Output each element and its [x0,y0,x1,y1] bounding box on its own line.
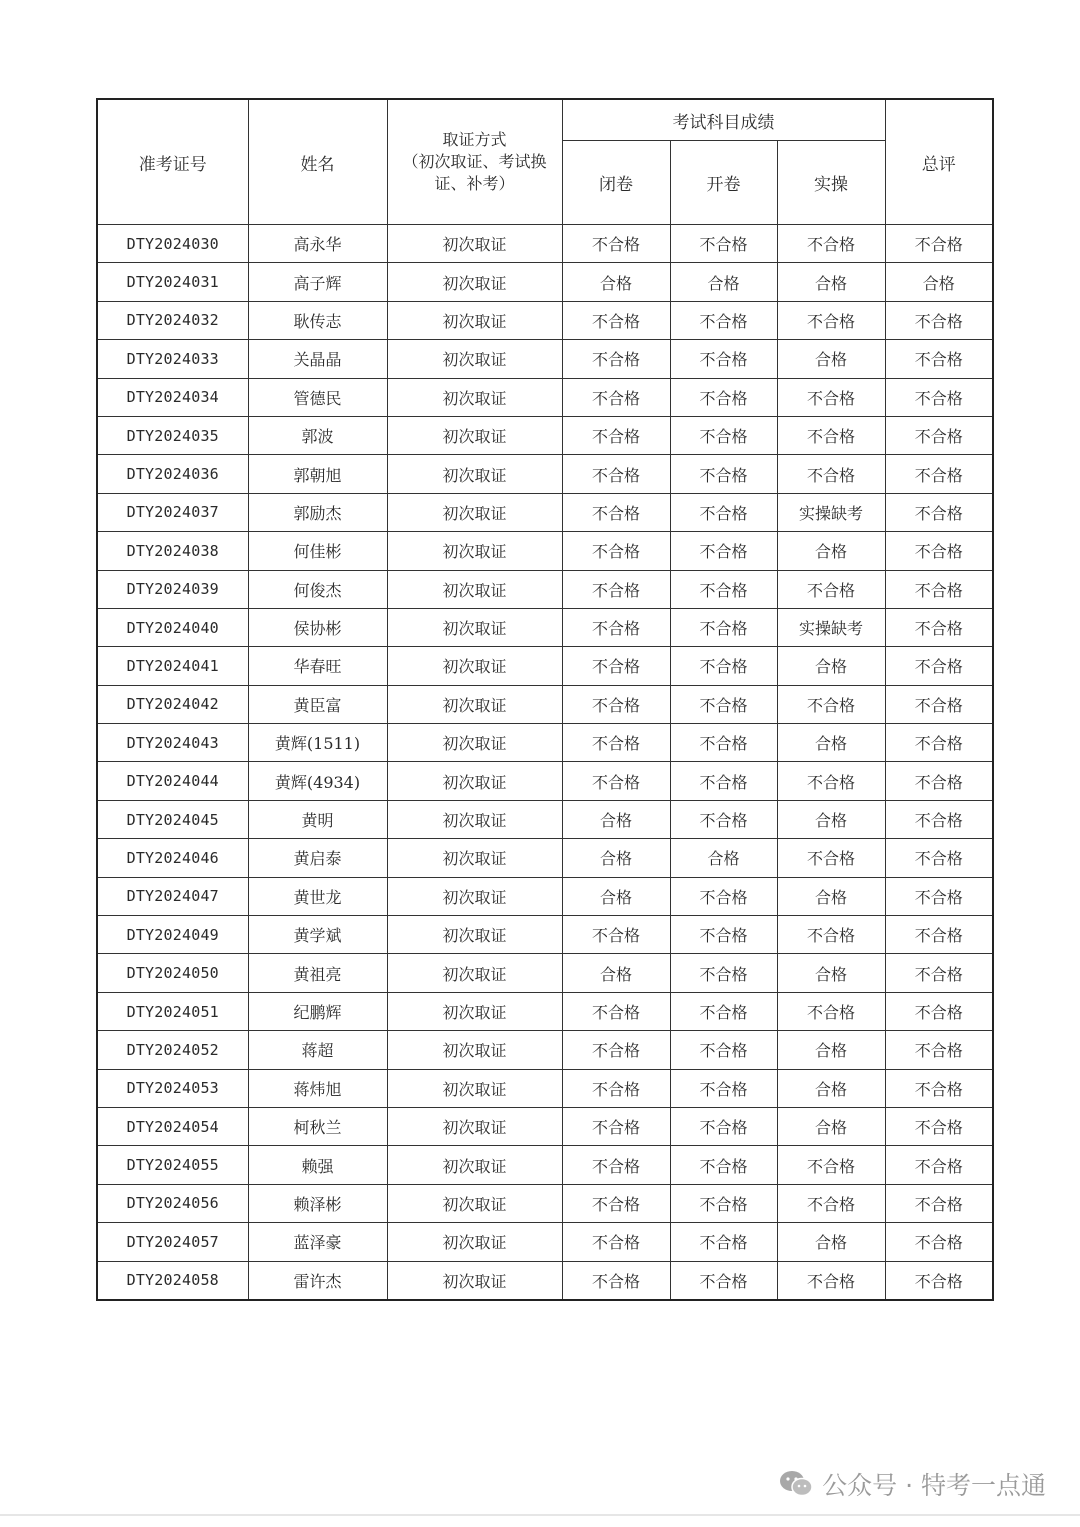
cell-open-book: 不合格 [670,1184,777,1222]
cell-exam-no: DTY2024033 [97,340,248,378]
cell-open-book: 不合格 [670,455,777,493]
results-table-container [96,98,992,1301]
cell-closed-book: 不合格 [562,685,670,723]
cell-practical: 不合格 [777,301,885,339]
cell-closed-book: 不合格 [562,455,670,493]
cell-method: 初次取证 [387,1031,562,1069]
cell-closed-book: 合格 [562,839,670,877]
cell-name: 黄祖亮 [248,954,387,992]
table-row [97,1069,993,1107]
cell-open-book: 不合格 [670,1223,777,1261]
cell-name: 柯秋兰 [248,1107,387,1145]
cell-closed-book: 不合格 [562,301,670,339]
cell-exam-no: DTY2024058 [97,1261,248,1300]
cell-exam-no: DTY2024044 [97,762,248,800]
cell-overall: 不合格 [885,340,993,378]
cell-practical: 合格 [777,340,885,378]
cell-open-book: 不合格 [670,493,777,531]
cell-closed-book: 不合格 [562,1261,670,1300]
cell-overall: 合格 [885,263,993,301]
cell-overall: 不合格 [885,378,993,416]
cell-open-book: 不合格 [670,1261,777,1300]
table-body [97,225,993,1300]
table-row [97,1146,993,1184]
cell-method: 初次取证 [387,1223,562,1261]
cell-exam-no: DTY2024039 [97,570,248,608]
cell-overall: 不合格 [885,532,993,570]
cell-open-book: 合格 [670,263,777,301]
cell-open-book: 不合格 [670,877,777,915]
cell-practical: 合格 [777,724,885,762]
table-row [97,301,993,339]
cell-method: 初次取证 [387,493,562,531]
cell-overall: 不合格 [885,301,993,339]
cell-overall: 不合格 [885,608,993,646]
cell-overall: 不合格 [885,1146,993,1184]
cell-exam-no: DTY2024031 [97,263,248,301]
cell-exam-no: DTY2024037 [97,493,248,531]
cell-name: 蒋炜旭 [248,1069,387,1107]
cell-name: 关晶晶 [248,340,387,378]
cell-method: 初次取证 [387,301,562,339]
cell-closed-book: 不合格 [562,992,670,1030]
cell-method: 初次取证 [387,647,562,685]
cell-method: 初次取证 [387,570,562,608]
cell-closed-book: 不合格 [562,916,670,954]
cell-name: 管德民 [248,378,387,416]
cell-exam-no: DTY2024032 [97,301,248,339]
cell-open-book: 不合格 [670,340,777,378]
cell-exam-no: DTY2024042 [97,685,248,723]
table-row [97,263,993,301]
cell-method: 初次取证 [387,416,562,454]
cell-overall: 不合格 [885,1184,993,1222]
cell-open-book: 不合格 [670,416,777,454]
cell-closed-book: 不合格 [562,1031,670,1069]
cell-exam-no: DTY2024051 [97,992,248,1030]
table-row [97,1031,993,1069]
cell-name: 黄世龙 [248,877,387,915]
table-row [97,378,993,416]
cell-open-book: 不合格 [670,570,777,608]
cell-closed-book: 不合格 [562,1184,670,1222]
cell-exam-no: DTY2024055 [97,1146,248,1184]
cell-exam-no: DTY2024056 [97,1184,248,1222]
cell-method: 初次取证 [387,800,562,838]
cell-overall: 不合格 [885,877,993,915]
cell-closed-book: 合格 [562,263,670,301]
cell-open-book: 不合格 [670,1069,777,1107]
table-row [97,1184,993,1222]
cell-practical: 合格 [777,877,885,915]
cell-open-book: 不合格 [670,992,777,1030]
cell-open-book: 不合格 [670,1146,777,1184]
table-row [97,570,993,608]
cell-method: 初次取证 [387,263,562,301]
cell-overall: 不合格 [885,416,993,454]
cell-overall: 不合格 [885,839,993,877]
cell-name: 黄辉(4934) [248,762,387,800]
cell-closed-book: 不合格 [562,762,670,800]
table-row [97,954,993,992]
header-subjects-group: 考试科目成绩 [562,99,885,141]
cell-method: 初次取证 [387,992,562,1030]
header-overall: 总评 [885,99,993,225]
cell-method: 初次取证 [387,608,562,646]
table-row [97,416,993,454]
header-method-line1: 取证方式 [442,130,507,149]
cell-exam-no: DTY2024049 [97,916,248,954]
cell-practical: 不合格 [777,1184,885,1222]
cell-practical: 合格 [777,1031,885,1069]
cell-overall: 不合格 [885,992,993,1030]
cell-name: 纪鹏辉 [248,992,387,1030]
cell-exam-no: DTY2024030 [97,225,248,263]
watermark [778,1466,1046,1502]
cell-name: 高永华 [248,225,387,263]
cell-open-book: 不合格 [670,225,777,263]
header-open-book: 开卷 [670,141,777,225]
header-method [387,99,562,225]
cell-closed-book: 不合格 [562,340,670,378]
cell-open-book: 不合格 [670,1031,777,1069]
table-header [97,99,993,225]
cell-method: 初次取证 [387,1069,562,1107]
table-row [97,1261,993,1300]
cell-practical: 合格 [777,263,885,301]
table-row [97,877,993,915]
cell-overall: 不合格 [885,685,993,723]
table-row [97,225,993,263]
cell-practical: 不合格 [777,762,885,800]
cell-name: 高子辉 [248,263,387,301]
cell-name: 何俊杰 [248,570,387,608]
header-name: 姓名 [248,99,387,225]
cell-overall: 不合格 [885,1223,993,1261]
table-row [97,839,993,877]
cell-name: 侯协彬 [248,608,387,646]
cell-overall: 不合格 [885,954,993,992]
table-row [97,916,993,954]
cell-overall: 不合格 [885,916,993,954]
cell-closed-book: 不合格 [562,225,670,263]
cell-practical: 不合格 [777,416,885,454]
cell-overall: 不合格 [885,570,993,608]
cell-method: 初次取证 [387,378,562,416]
cell-practical: 合格 [777,647,885,685]
cell-open-book: 不合格 [670,916,777,954]
table-row [97,532,993,570]
cell-exam-no: DTY2024035 [97,416,248,454]
cell-method: 初次取证 [387,685,562,723]
cell-open-book: 不合格 [670,532,777,570]
cell-overall: 不合格 [885,1261,993,1300]
cell-overall: 不合格 [885,724,993,762]
cell-name: 赖强 [248,1146,387,1184]
cell-method: 初次取证 [387,877,562,915]
cell-overall: 不合格 [885,1031,993,1069]
cell-exam-no: DTY2024041 [97,647,248,685]
cell-closed-book: 不合格 [562,1223,670,1261]
cell-method: 初次取证 [387,532,562,570]
cell-practical: 合格 [777,800,885,838]
cell-overall: 不合格 [885,455,993,493]
cell-method: 初次取证 [387,1184,562,1222]
cell-open-book: 不合格 [670,954,777,992]
cell-exam-no: DTY2024047 [97,877,248,915]
table-row [97,455,993,493]
cell-closed-book: 不合格 [562,493,670,531]
cell-exam-no: DTY2024043 [97,724,248,762]
cell-overall: 不合格 [885,1069,993,1107]
header-practical: 实操 [777,141,885,225]
cell-method: 初次取证 [387,954,562,992]
cell-closed-book: 合格 [562,800,670,838]
header-method-line3: 证、补考） [434,174,515,193]
cell-closed-book: 不合格 [562,1107,670,1145]
table-row [97,724,993,762]
cell-practical: 不合格 [777,916,885,954]
cell-name: 郭朝旭 [248,455,387,493]
cell-exam-no: DTY2024034 [97,378,248,416]
cell-method: 初次取证 [387,225,562,263]
cell-closed-book: 不合格 [562,608,670,646]
cell-exam-no: DTY2024053 [97,1069,248,1107]
header-method-line2: （初次取证、考试换 [402,152,547,171]
header-exam-no: 准考证号 [97,99,248,225]
cell-practical: 合格 [777,1069,885,1107]
cell-overall: 不合格 [885,647,993,685]
cell-overall: 不合格 [885,225,993,263]
cell-closed-book: 合格 [562,954,670,992]
exam-results-table [96,98,994,1301]
cell-name: 耿传志 [248,301,387,339]
cell-exam-no: DTY2024045 [97,800,248,838]
cell-closed-book: 不合格 [562,416,670,454]
cell-practical: 不合格 [777,992,885,1030]
cell-exam-no: DTY2024057 [97,1223,248,1261]
cell-name: 黄学斌 [248,916,387,954]
table-row [97,762,993,800]
cell-open-book: 不合格 [670,685,777,723]
cell-practical: 不合格 [777,839,885,877]
cell-closed-book: 不合格 [562,1146,670,1184]
cell-name: 黄明 [248,800,387,838]
cell-exam-no: DTY2024052 [97,1031,248,1069]
table-row [97,647,993,685]
cell-open-book: 不合格 [670,800,777,838]
cell-method: 初次取证 [387,1107,562,1145]
cell-method: 初次取证 [387,1261,562,1300]
cell-method: 初次取证 [387,340,562,378]
cell-practical: 不合格 [777,225,885,263]
cell-method: 初次取证 [387,916,562,954]
table-row [97,340,993,378]
cell-open-book: 不合格 [670,378,777,416]
cell-method: 初次取证 [387,724,562,762]
watermark-text: 公众号 · 特考一点通 [822,1471,1046,1500]
header-closed-book: 闭卷 [562,141,670,225]
cell-method: 初次取证 [387,1146,562,1184]
cell-method: 初次取证 [387,455,562,493]
table-row [97,1223,993,1261]
cell-open-book: 不合格 [670,762,777,800]
cell-method: 初次取证 [387,762,562,800]
cell-practical: 实操缺考 [777,608,885,646]
cell-name: 黄臣富 [248,685,387,723]
cell-practical: 不合格 [777,685,885,723]
cell-overall: 不合格 [885,800,993,838]
cell-name: 郭波 [248,416,387,454]
cell-closed-book: 不合格 [562,570,670,608]
cell-exam-no: DTY2024054 [97,1107,248,1145]
table-row [97,493,993,531]
cell-name: 黄辉(1511) [248,724,387,762]
table-row [97,800,993,838]
cell-open-book: 不合格 [670,1107,777,1145]
cell-open-book: 不合格 [670,608,777,646]
cell-name: 郭励杰 [248,493,387,531]
cell-name: 黄启泰 [248,839,387,877]
cell-practical: 合格 [777,532,885,570]
cell-name: 赖泽彬 [248,1184,387,1222]
cell-practical: 合格 [777,1223,885,1261]
table-row [97,1107,993,1145]
page-bottom-divider [0,1514,1080,1516]
cell-closed-book: 不合格 [562,532,670,570]
cell-open-book: 不合格 [670,647,777,685]
table-row [97,685,993,723]
table-row [97,608,993,646]
cell-practical: 不合格 [777,455,885,493]
cell-exam-no: DTY2024046 [97,839,248,877]
cell-practical: 合格 [777,1107,885,1145]
cell-open-book: 不合格 [670,301,777,339]
cell-method: 初次取证 [387,839,562,877]
cell-practical: 合格 [777,954,885,992]
cell-open-book: 合格 [670,839,777,877]
cell-practical: 实操缺考 [777,493,885,531]
cell-exam-no: DTY2024036 [97,455,248,493]
cell-exam-no: DTY2024040 [97,608,248,646]
cell-closed-book: 不合格 [562,378,670,416]
cell-name: 华春旺 [248,647,387,685]
table-row [97,992,993,1030]
cell-closed-book: 不合格 [562,1069,670,1107]
cell-exam-no: DTY2024050 [97,954,248,992]
cell-closed-book: 不合格 [562,724,670,762]
cell-exam-no: DTY2024038 [97,532,248,570]
cell-closed-book: 不合格 [562,647,670,685]
cell-practical: 不合格 [777,570,885,608]
cell-closed-book: 合格 [562,877,670,915]
cell-name: 蒋超 [248,1031,387,1069]
cell-practical: 不合格 [777,1261,885,1300]
cell-name: 何佳彬 [248,532,387,570]
cell-overall: 不合格 [885,762,993,800]
cell-name: 雷许杰 [248,1261,387,1300]
cell-practical: 不合格 [777,1146,885,1184]
cell-name: 蓝泽豪 [248,1223,387,1261]
cell-open-book: 不合格 [670,724,777,762]
cell-overall: 不合格 [885,1107,993,1145]
cell-practical: 不合格 [777,378,885,416]
wechat-icon [778,1469,814,1499]
cell-overall: 不合格 [885,493,993,531]
